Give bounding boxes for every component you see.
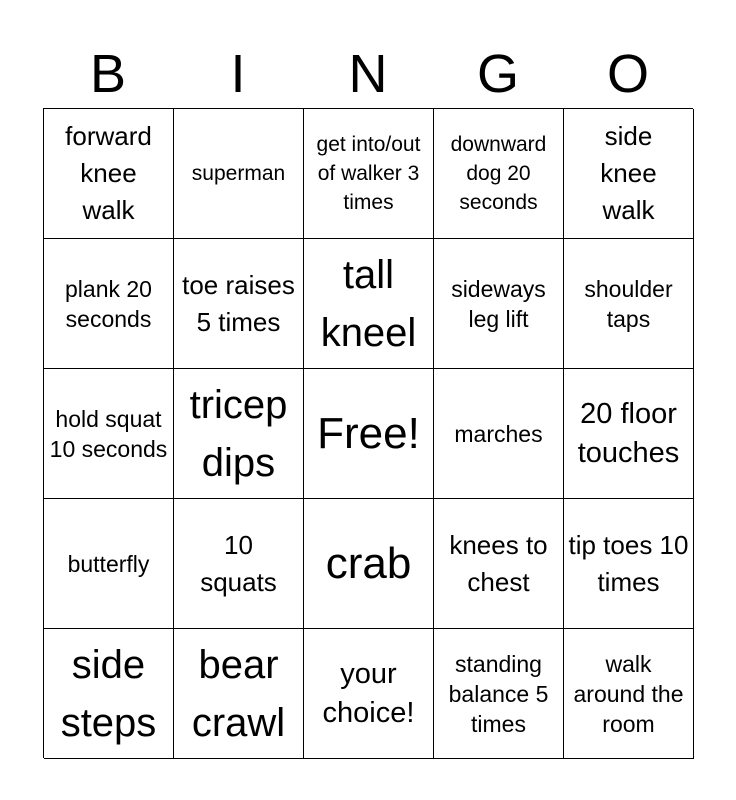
bingo-board	[43, 108, 693, 758]
bingo-cell	[304, 239, 434, 369]
cell-label: 20 floor touches	[577, 397, 680, 469]
cell-label: butterfly	[67, 550, 150, 577]
header-letter-o: O	[606, 44, 649, 104]
header-letter-n: N	[348, 44, 388, 104]
cell-label: 10 squats	[200, 529, 277, 597]
cell-label: standing balance 5 times	[448, 650, 549, 737]
bingo-cell	[44, 109, 174, 239]
cell-label: tricep dips	[189, 382, 288, 485]
bingo-cell	[434, 499, 564, 629]
bingo-cell	[564, 239, 694, 369]
bingo-header	[43, 40, 693, 108]
cell-label: downward dog 20 seconds	[450, 133, 547, 214]
cell-label: tall kneel	[320, 252, 417, 355]
bingo-cell	[174, 499, 304, 629]
bingo-cell	[564, 369, 694, 499]
cell-label: plank 20 seconds	[65, 275, 152, 332]
cell-label: toe raises 5 times	[182, 269, 295, 337]
bingo-cell	[304, 499, 434, 629]
header-letter-i: I	[230, 44, 246, 104]
cell-label: hold squat 10 seconds	[49, 405, 168, 462]
cell-label: superman	[191, 162, 286, 185]
bingo-cell	[174, 369, 304, 499]
cell-label: Free!	[317, 409, 420, 458]
bingo-cell	[564, 499, 694, 629]
bingo-cell	[304, 629, 434, 759]
header-letter-g: G	[476, 44, 519, 104]
cell-label: knees to chest	[449, 529, 548, 597]
bingo-cell	[434, 369, 564, 499]
bingo-cell	[434, 109, 564, 239]
cell-label: tip toes 10 times	[568, 529, 689, 597]
header-letter-b: B	[89, 44, 127, 104]
bingo-cell	[174, 109, 304, 239]
cell-label: get into/out of walker 3 times	[316, 133, 421, 214]
cell-label: bear crawl	[191, 642, 286, 745]
bingo-cell	[564, 109, 694, 239]
cell-label: crab	[325, 539, 412, 588]
cell-label: shoulder taps	[584, 275, 673, 332]
cell-label: side steps	[60, 642, 157, 745]
cell-label: walk around the room	[573, 650, 684, 737]
cell-label: sideways leg lift	[451, 275, 546, 332]
bingo-cell	[434, 239, 564, 369]
bingo-cell	[174, 239, 304, 369]
bingo-cell	[44, 239, 174, 369]
cell-label: forward knee walk	[65, 121, 152, 225]
bingo-cell	[44, 499, 174, 629]
bingo-cell	[564, 629, 694, 759]
bingo-cell	[434, 629, 564, 759]
cell-label: side knee walk	[600, 121, 657, 225]
bingo-cell	[174, 629, 304, 759]
cell-label: your choice!	[322, 657, 415, 729]
cell-label: marches	[454, 420, 543, 447]
bingo-cell	[44, 369, 174, 499]
bingo-cell	[304, 109, 434, 239]
bingo-cell	[304, 369, 434, 499]
bingo-cell	[44, 629, 174, 759]
